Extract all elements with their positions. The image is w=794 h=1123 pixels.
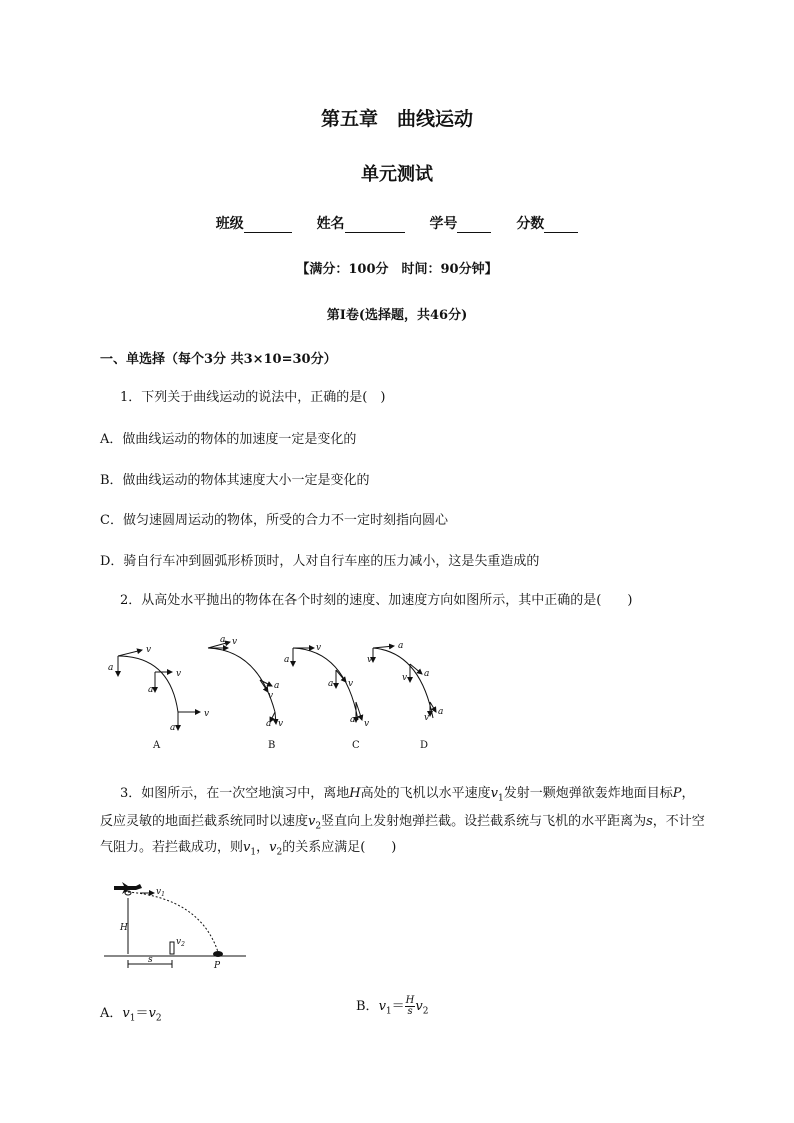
label-a: a <box>398 641 404 651</box>
projectile-diagrams <box>100 630 460 755</box>
section-title: 一、单选择（每个3分 共3×10=30分） <box>100 352 337 367</box>
field-class-label: 班级 <box>215 216 244 232</box>
fig-v2-label: $v_2$ <box>176 937 185 948</box>
q1-stem: 1．下列关于曲线运动的说法中，正确的是( ) <box>120 390 386 405</box>
label-v: v <box>204 709 210 719</box>
part-title: 第Ⅰ卷(选择题，共46分) <box>326 308 468 323</box>
label-v: v <box>316 643 322 653</box>
label-v: v <box>146 645 152 655</box>
interceptor <box>170 942 174 954</box>
field-score-label: 分数 <box>516 216 545 232</box>
figure-label-b: B <box>268 740 276 751</box>
label-v: v <box>402 673 408 683</box>
label-v: v <box>364 719 370 729</box>
label-v: v <box>268 691 274 701</box>
trajectory-a <box>118 656 178 712</box>
q3-figure <box>100 872 250 976</box>
label-a: a <box>424 669 430 679</box>
score-time-note: 【满分：100分 时间：90分钟】 <box>296 262 498 277</box>
q2-stem: 2．从高处水平抛出的物体在各个时刻的速度、加速度方向如图所示，其中正确的是( ) <box>120 593 633 608</box>
class-blank[interactable] <box>244 218 292 233</box>
target-icon <box>213 951 223 957</box>
q1-option-b: B．做曲线运动的物体其速度大小一定是变化的 <box>100 473 370 488</box>
q3-line3: 气阻力。若拦截成功，则$v_1$，$v_2$的关系应满足( ) <box>100 840 397 858</box>
label-a: a <box>108 663 114 673</box>
q1-option-d: D．骑自行车冲到圆弧形桥顶时，人对自行车座的压力减小，这是失重造成的 <box>100 554 540 569</box>
label-v: v <box>232 637 238 647</box>
label-a: a <box>148 685 154 695</box>
score-blank[interactable] <box>544 218 578 233</box>
label-a: a <box>350 715 356 725</box>
label-v: v <box>348 679 354 689</box>
student-info-line <box>0 213 794 233</box>
q1-option-c: C．做匀速圆周运动的物体，所受的合力不一定时刻指向圆心 <box>100 513 448 528</box>
label-a: a <box>170 723 176 733</box>
q3-option-b: B．$v_1=$ $\frac{H}{s}$ $v_2$ <box>356 995 429 1017</box>
chapter-title: 第五章 曲线运动 <box>320 108 473 130</box>
label-v: v <box>278 719 284 729</box>
trajectory-b <box>208 648 275 712</box>
label-a: a <box>266 719 272 729</box>
q1-option-a: A．做曲线运动的物体的加速度一定是变化的 <box>100 432 357 447</box>
fraction-h-over-s: $\frac{H}{s}$ <box>405 995 415 1017</box>
trajectory-d <box>373 648 433 718</box>
fig-p-label: P <box>214 961 221 971</box>
id-blank[interactable] <box>457 218 491 233</box>
label-v: v <box>424 713 430 723</box>
fig-v1-label: $v_1$ <box>156 887 165 898</box>
figure-label-a: A <box>153 740 161 751</box>
q3-line2: 反应灵敏的地面拦截系统同时以速度$v_2$竖直向上发射炮弹拦截。设拦截系统与飞机的水平距离为s，不计空 <box>100 814 705 832</box>
label-a: a <box>328 679 334 689</box>
field-name-label: 姓名 <box>316 216 345 232</box>
q2-figure <box>100 630 460 759</box>
q3-line1: 3．如图所示，在一次空地演习中，离地H高处的飞机以水平速度$v_1$发射一颗炮弹欲轰炸地面目标P， <box>120 786 695 804</box>
shell-trajectory <box>128 892 218 952</box>
label-v: v <box>367 655 373 665</box>
bomb-icon <box>125 891 131 895</box>
label-a: a <box>274 681 280 691</box>
unit-title: 单元测试 <box>361 164 433 185</box>
figure-label-d: D <box>420 740 429 751</box>
label-a: a <box>438 707 444 717</box>
q3-option-a: A．$v_1=v_2$ <box>100 1006 162 1024</box>
interception-diagram <box>100 872 250 972</box>
label-a: a <box>284 655 290 665</box>
figure-label-c: C <box>352 740 360 751</box>
fig-s-label: s <box>148 955 153 965</box>
name-blank[interactable] <box>345 218 405 233</box>
label-v: v <box>176 669 182 679</box>
label-a: a <box>220 635 226 645</box>
field-id-label: 学号 <box>429 216 458 232</box>
fig-h-label: H <box>120 923 128 933</box>
